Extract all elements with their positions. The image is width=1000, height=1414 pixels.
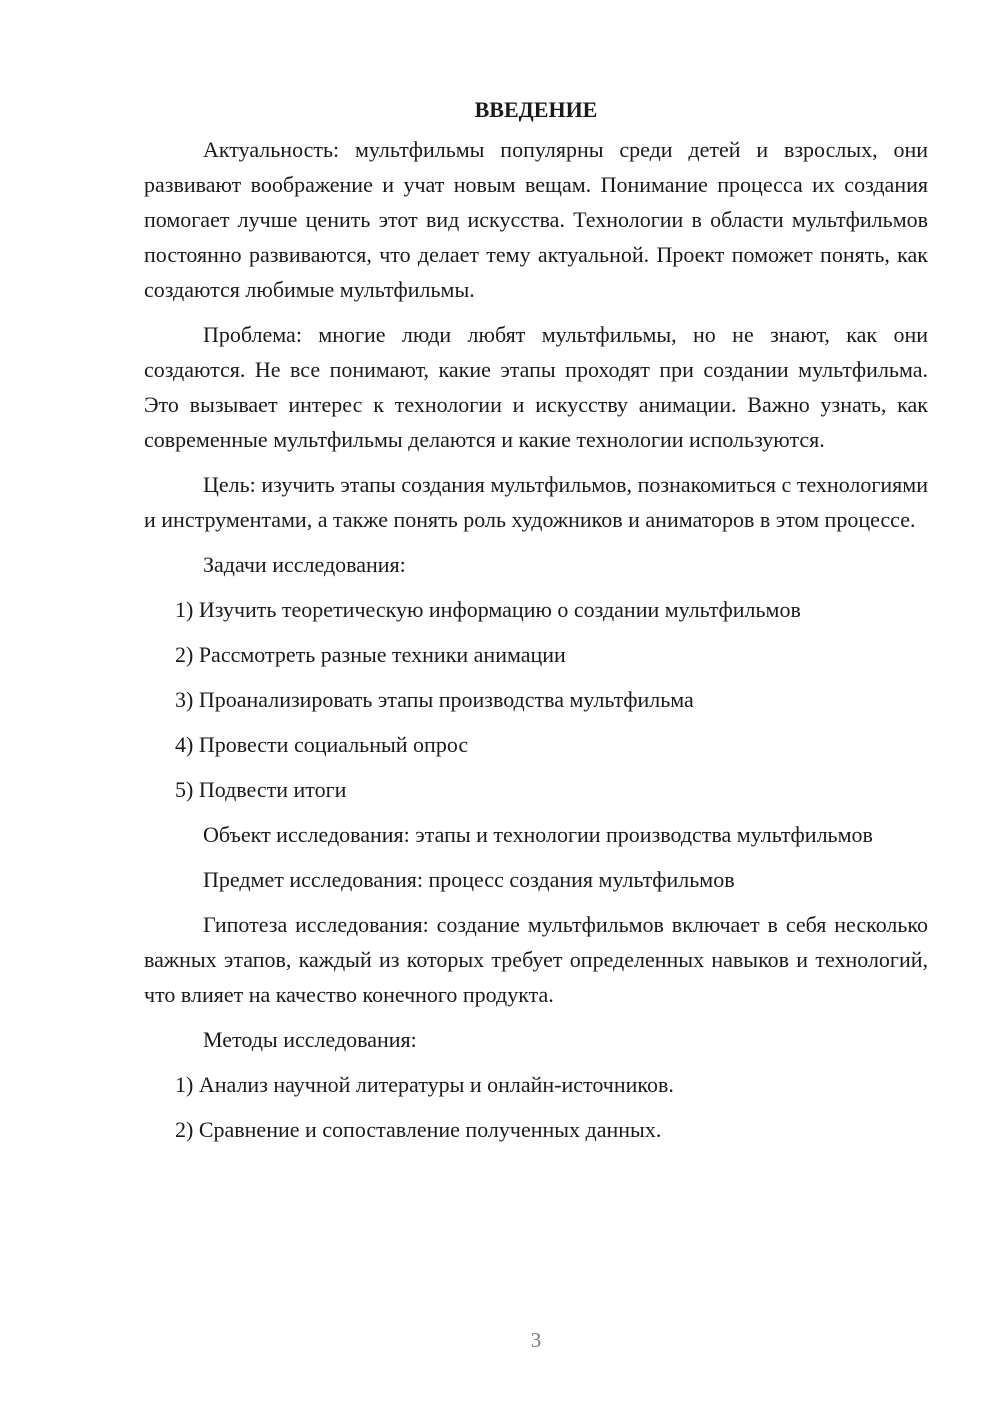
methods-heading: Методы исследования:	[203, 1027, 417, 1052]
page-number: 3	[530, 1328, 542, 1352]
task-item: 2) Рассмотреть разные техники анимации	[175, 642, 566, 667]
task-item: 5) Подвести итоги	[175, 777, 347, 802]
method-item: 2) Сравнение и сопоставление полученных данных.	[175, 1117, 662, 1142]
subject-paragraph: Предмет исследования: процесс создания мультфильмов	[203, 867, 735, 892]
goal-paragraph: Цель: изучить этапы создания мультфильмов, познакомиться с технологиями и инструментами, а также понять роль художников и аниматоров в этом процессе.	[144, 472, 928, 532]
method-item: 1) Анализ научной литературы и онлайн-источников.	[175, 1072, 674, 1097]
tasks-heading: Задачи исследования:	[203, 552, 406, 577]
relevance-paragraph: Актуальность: мультфильмы популярны среди детей и взрослых, они развивают воображение и учат новым вещам. Понимание процесса их создания помогает лучше ценить этот вид искусства. Технологии в области мультфильмов постоянно развиваются, что делает тему актуальной. Проект поможет понять, как создаются любимые мультфильмы.	[144, 137, 928, 302]
object-paragraph: Объект исследования: этапы и технологии производства мультфильмов	[203, 822, 873, 847]
problem-paragraph: Проблема: многие люди любят мультфильмы, но не знают, как они создаются. Не все понимают, какие этапы проходят при создании мультфильма. Это вызывает интерес к технологии и искусству анимации. Важно узнать, как современные мультфильмы делаются и какие технологии используются.	[144, 322, 928, 452]
task-item: 4) Провести социальный опрос	[175, 732, 469, 757]
page-content	[144, 92, 928, 1157]
hypothesis-paragraph: Гипотеза исследования: создание мультфильмов включает в себя несколько важных этапов, каждый из которых требует определенных навыков и технологий, что влияет на качество конечного продукта.	[144, 912, 928, 1007]
task-item: 1) Изучить теоретическую информацию о создании мультфильмов	[175, 597, 801, 622]
task-item: 3) Проанализировать этапы производства мультфильма	[175, 687, 694, 712]
page-title: ВВЕДЕНИЕ	[474, 97, 598, 122]
